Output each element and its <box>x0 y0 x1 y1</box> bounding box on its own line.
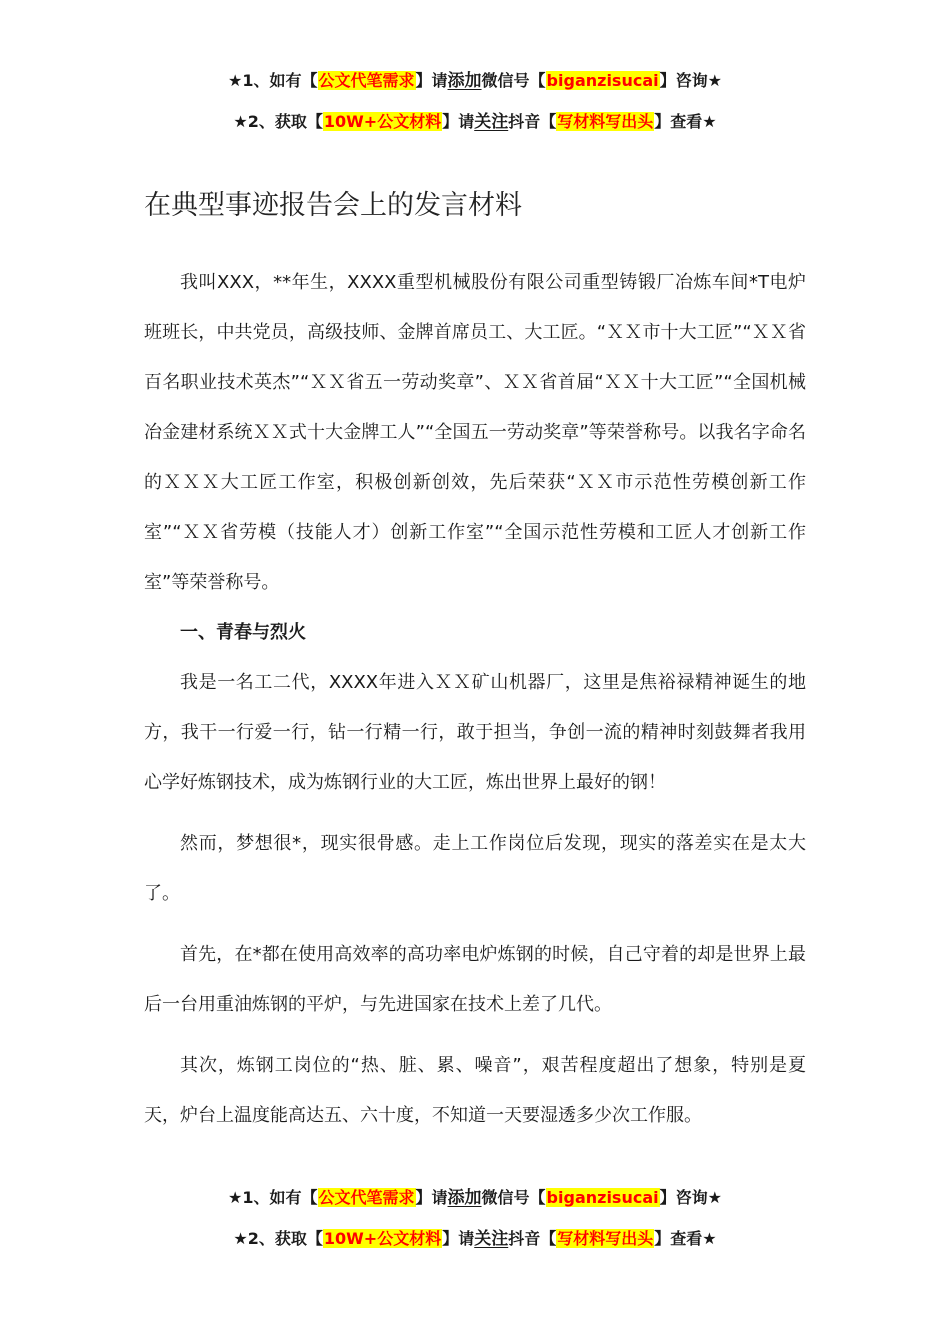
footer-promo-line-2 <box>0 1228 950 1250</box>
header-promo-line-1 <box>0 70 950 92</box>
promo-text: 微信号【 <box>481 1188 546 1207</box>
promo-text: 】请 <box>415 71 448 90</box>
promo-emphasis: 添加 <box>447 1188 482 1208</box>
promo-highlight: 10W+公文材料 <box>323 112 442 131</box>
section-heading: 一、青春与烈火 <box>180 622 306 643</box>
promo-text: 抖音【 <box>508 112 557 131</box>
promo-text: 】查看★ <box>654 1229 717 1248</box>
promo-highlight-douyin-id: 写材料写出头 <box>557 1229 654 1248</box>
promo-text: 微信号【 <box>481 71 546 90</box>
promo-text: 】咨询★ <box>659 71 722 90</box>
promo-text: 抖音【 <box>508 1229 557 1248</box>
promo-text: 】请 <box>415 1188 448 1207</box>
promo-emphasis: 关注 <box>474 112 509 132</box>
promo-highlight-douyin-id: 写材料写出头 <box>557 112 654 131</box>
promo-emphasis: 关注 <box>474 1229 509 1249</box>
promo-text: ★2、获取【 <box>233 112 323 131</box>
body-paragraph: 其次，炼钢工岗位的“热、脏、累、噪音”，艰苦程度超出了想象，特别是夏天，炉台上温度能高达五、六十度，不知道一天要湿透多少次工作服。 <box>144 1055 806 1126</box>
promo-highlight: 10W+公文材料 <box>323 1229 442 1248</box>
document-title: 在典型事迹报告会上的发言材料 <box>144 190 522 221</box>
promo-text: 】请 <box>442 112 475 131</box>
promo-highlight: 公文代笔需求 <box>318 1188 415 1207</box>
promo-text: 】查看★ <box>654 112 717 131</box>
promo-text: 】咨询★ <box>659 1188 722 1207</box>
body-paragraph: 我叫XXX，**年生，XXXX重型机械股份有限公司重型铸锻厂冶炼车间*T电炉班班长，中共党员，高级技师、金牌首席员工、大工匠。“ＸＸ市十大工匠”“ＸＸ省百名职业技术英杰”“ＸＸ省五一劳动奖章”、ＸＸ省首届“ＸＸ十大工匠”“全国机械冶金建材系统ＸＸ式十大金牌工人”“全国五一劳动奖章”等荣誉称号。以我名字命名的ＸＸＸ大工匠工作室，积极创新创效，先后荣获“ＸＸ市示范性劳模创新工作室”“ＸＸ省劳模（技能人才）创新工作室”“全国示范性劳模和工匠人才创新工作室”等荣誉称号。 <box>144 272 806 593</box>
promo-text: 】请 <box>442 1229 475 1248</box>
body-paragraph: 首先，在*都在使用高效率的高功率电炉炼钢的时候，自己守着的却是世界上最后一台用重油炼钢的平炉，与先进国家在技术上差了几代。 <box>144 944 806 1015</box>
promo-text: ★2、获取【 <box>233 1229 323 1248</box>
body-paragraph: 然而，梦想很*，现实很骨感。走上工作岗位后发现，现实的落差实在是太大了。 <box>144 833 806 904</box>
header-promo-line-2 <box>0 111 950 133</box>
footer-promo-line-1 <box>0 1187 950 1209</box>
promo-highlight-wechat-id: biganzisucai <box>546 1188 659 1207</box>
promo-highlight: 公文代笔需求 <box>318 71 415 90</box>
promo-highlight-wechat-id: biganzisucai <box>546 71 659 90</box>
document-body <box>144 258 806 1141</box>
promo-text: ★1、如有【 <box>228 71 318 90</box>
body-paragraph: 我是一名工二代，XXXX年进入ＸＸ矿山机器厂，这里是焦裕禄精神诞生的地方，我干一行爱一行，钻一行精一行，敢于担当，争创一流的精神时刻鼓舞者我用心学好炼钢技术，成为炼钢行业的大工匠，炼出世界上最好的钢！ <box>144 672 806 793</box>
promo-emphasis: 添加 <box>447 71 482 91</box>
promo-text: ★1、如有【 <box>228 1188 318 1207</box>
